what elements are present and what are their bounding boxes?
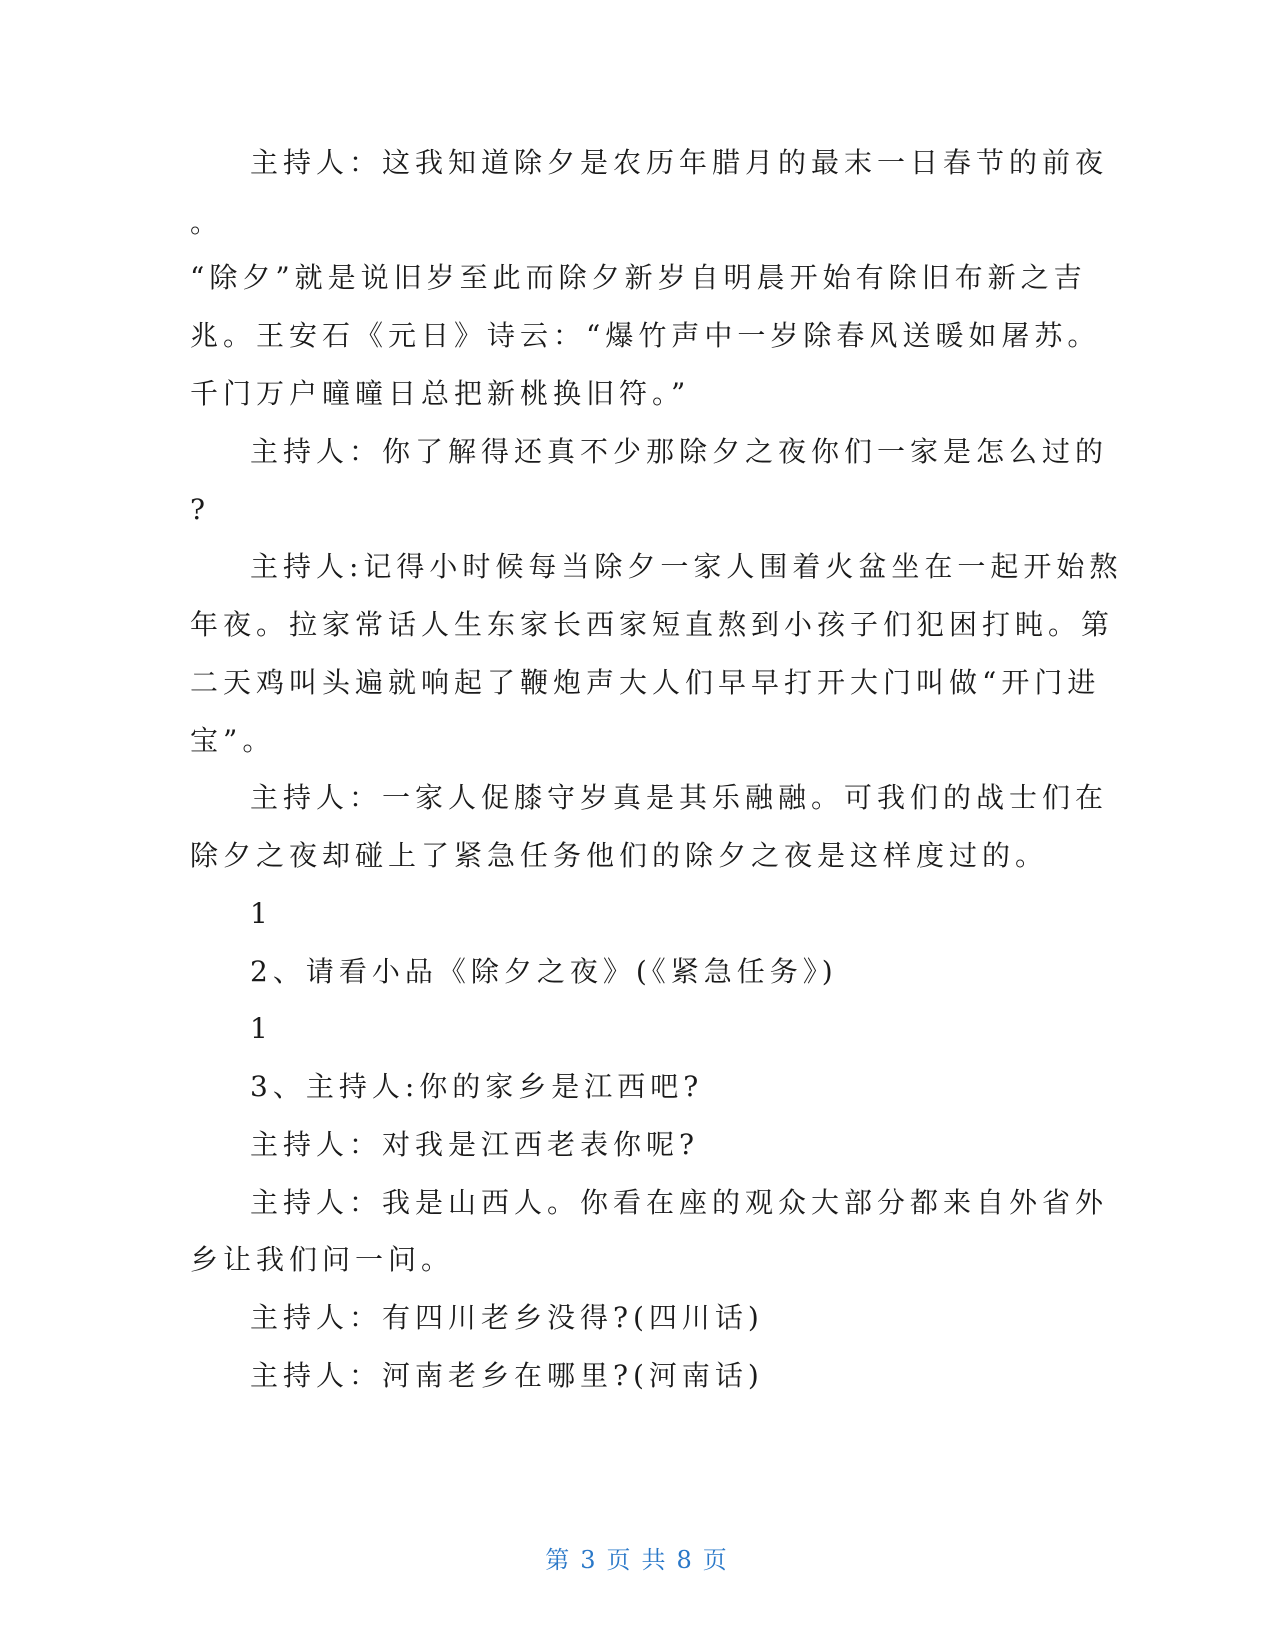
footer-total-word: 共 [641,1546,669,1574]
paragraph-line: 年夜。拉家常话人生东家长西家短直熬到小孩子们犯困打盹。第 [190,608,1115,641]
paragraph-line: 主持人：河南老乡在哪里?(河南话) [250,1359,764,1392]
current-page-number: 3 [580,1546,599,1574]
total-page-number: 8 [676,1546,695,1574]
paragraph-line: ? [190,493,211,526]
paragraph-line: 二天鸡叫头遍就响起了鞭炮声大人们早早打开大门叫做“开门进 [190,666,1101,699]
paragraph-line: 宝”。 [190,724,276,757]
paragraph-line: “除夕”就是说旧岁至此而除夕新岁自明晨开始有除旧布新之吉 [190,261,1087,294]
paragraph-line: 主持人：我是山西人。你看在座的观众大部分都来自外省外 [250,1186,1109,1219]
paragraph-line: 1 [250,897,273,930]
footer-prefix: 第 [545,1546,573,1574]
paragraph-line: 1 [250,1012,273,1045]
paragraph-line: 主持人：一家人促膝守岁真是其乐融融。可我们的战士们在 [250,781,1109,814]
paragraph-line: 主持人：对我是江西老表你呢? [250,1128,700,1161]
paragraph-line: 。 [190,206,224,239]
paragraph-line: 千门万户曈曈日总把新桃换旧符。” [190,377,691,410]
paragraph-line: 兆。王安石《元日》诗云：“爆竹声中一岁除春风送暖如屠苏。 [190,319,1101,352]
paragraph-line: 2、请看小品《除夕之夜》(《紧急任务》) [250,955,838,988]
page-number-footer [0,1540,1275,1575]
footer-suffix: 页 [702,1546,730,1574]
paragraph-line: 3、主持人:你的家乡是江西吧? [250,1070,704,1103]
paragraph-line: 主持人:记得小时候每当除夕一家人围着火盆坐在一起开始熬 [250,550,1123,583]
paragraph-line: 主持人：有四川老乡没得?(四川话) [250,1301,764,1334]
paragraph-line: 除夕之夜却碰上了紧急任务他们的除夕之夜是这样度过的。 [190,839,1049,872]
footer-page-word: 页 [606,1546,634,1574]
paragraph-line: 主持人：你了解得还真不少那除夕之夜你们一家是怎么过的 [250,435,1109,468]
paragraph-line: 主持人：这我知道除夕是农历年腊月的最末一日春节的前夜 [250,146,1109,179]
paragraph-line: 乡让我们问一问。 [190,1243,455,1276]
